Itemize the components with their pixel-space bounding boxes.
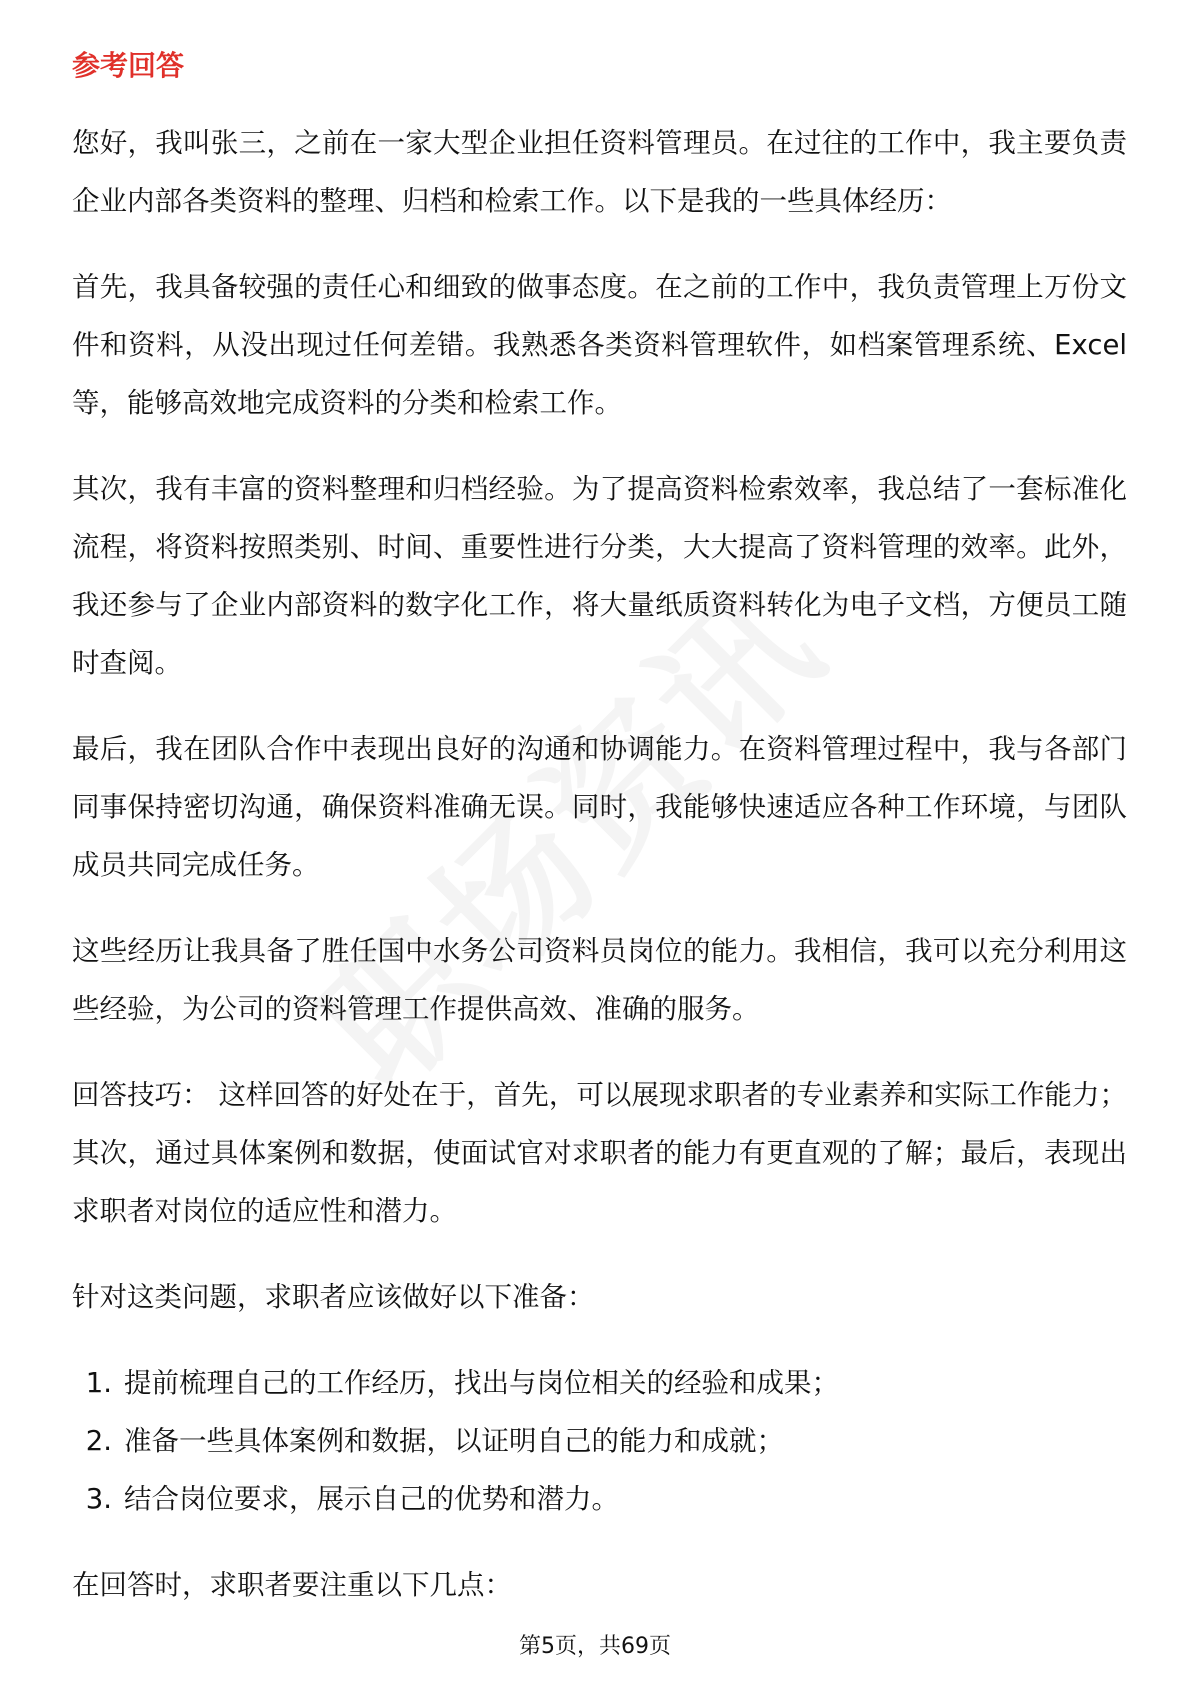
list-item	[72, 1354, 1127, 1412]
page-content	[72, 46, 1127, 1642]
list-item-text: 结合岗位要求，展示自己的优势和潜力。	[124, 1483, 619, 1515]
list-item	[72, 1412, 1127, 1470]
list-item-number: 1.	[85, 1367, 112, 1399]
paragraph-conclusion: 这些经历让我具备了胜任国中水务公司资料员岗位的能力。我相信，我可以充分利用这些经验，为公司的资料管理工作提供高效、准确的服务。	[72, 935, 1127, 1025]
list-item-text: 提前梳理自己的工作经历，找出与岗位相关的经验和成果；	[124, 1367, 839, 1399]
list-item	[72, 1470, 1127, 1528]
paragraph-first: 首先，我具备较强的责任心和细致的做事态度。在之前的工作中，我负责管理上万份文件和资料，从没出现过任何差错。我熟悉各类资料管理软件，如档案管理系统、Excel等，能够高效地完成资料的分类和检索工作。	[72, 271, 1127, 419]
tips-text: 这样回答的好处在于，首先，可以展现求职者的专业素养和实际工作能力；其次，通过具体案例和数据，使面试官对求职者的能力有更直观的了解；最后，表现出求职者对岗位的适应性和潜力。	[72, 1079, 1127, 1227]
page-number: 第5页，共69页	[519, 1634, 671, 1659]
attention-intro: 在回答时，求职者要注重以下几点：	[72, 1569, 512, 1601]
prep-list	[72, 1354, 1127, 1528]
paragraph-second: 其次，我有丰富的资料整理和归档经验。为了提高资料检索效率，我总结了一套标准化流程，将资料按照类别、时间、重要性进行分类，大大提高了资料管理的效率。此外，我还参与了企业内部资料的数字化工作，将大量纸质资料转化为电子文档，方便员工随时查阅。	[72, 473, 1127, 679]
list-item-text: 准备一些具体案例和数据，以证明自己的能力和成就；	[124, 1425, 784, 1457]
tips-label: 回答技巧：	[72, 1079, 210, 1111]
paragraph-last: 最后，我在团队合作中表现出良好的沟通和协调能力。在资料管理过程中，我与各部门同事保持密切沟通，确保资料准确无误。同时，我能够快速适应各种工作环境，与团队成员共同完成任务。	[72, 733, 1127, 881]
prep-intro: 针对这类问题，求职者应该做好以下准备：	[72, 1281, 595, 1313]
tips-paragraph	[72, 1066, 1127, 1240]
list-item-number: 3.	[85, 1483, 112, 1515]
list-item-number: 2.	[85, 1425, 112, 1457]
section-title: 参考回答	[72, 49, 185, 82]
paragraph-intro: 您好，我叫张三，之前在一家大型企业担任资料管理员。在过往的工作中，我主要负责企业内部各类资料的整理、归档和检索工作。以下是我的一些具体经历：	[72, 127, 1127, 217]
